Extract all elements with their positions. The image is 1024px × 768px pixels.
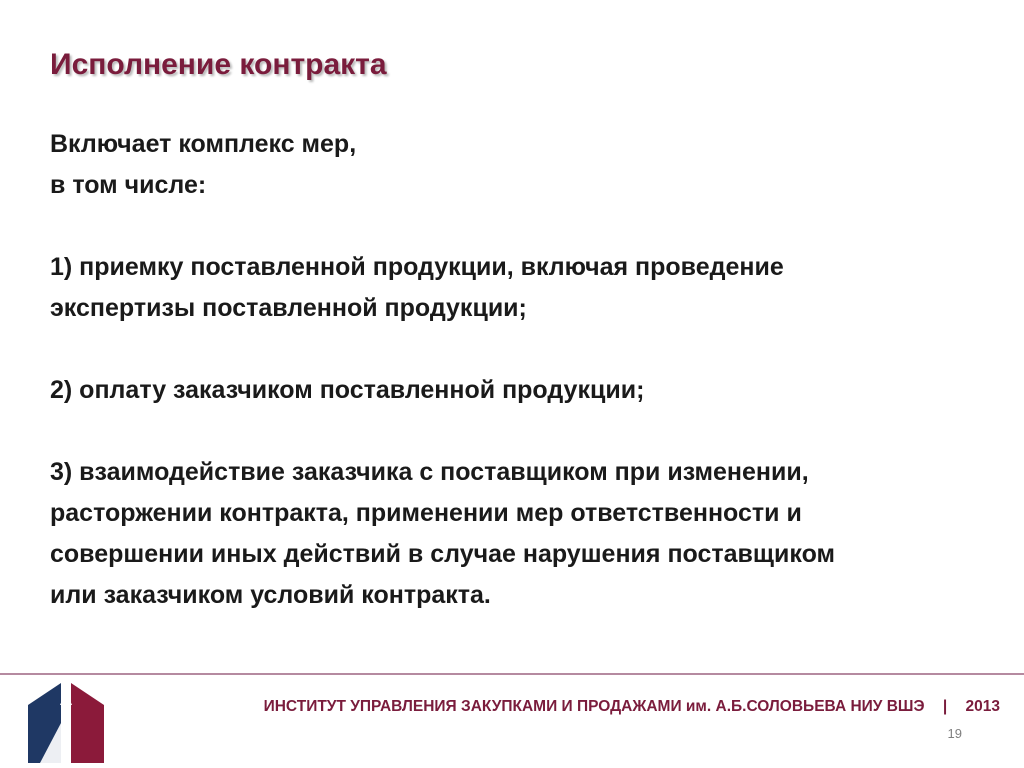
spacer [50,411,1000,452]
footer-divider [0,673,1024,675]
list-item-3-line: 3) взаимодействие заказчика с поставщиком при изменении, [50,458,809,486]
list-item-1-line: экспертизы поставленной продукции; [50,294,527,322]
spacer [50,329,1000,370]
list-item-1-line: 1) приемку поставленной продукции, включая проведение [50,253,784,281]
intro-line: в том числе: [50,171,207,199]
spacer [50,206,1000,247]
footer-caption [264,698,1000,716]
footer-separator: | [942,698,948,715]
page-number: 19 [947,726,962,741]
logo-white-arrow [60,691,72,763]
footer-institute: ИНСТИТУТ УПРАВЛЕНИЯ ЗАКУПКАМИ И ПРОДАЖАМИ им. А.Б.СОЛОВЬЕВА НИУ ВШЭ [263,698,925,715]
slide-title: Исполнение контракта [50,48,387,81]
list-item-3-line: расторжении контракта, применении мер ответственности и [50,499,802,527]
intro-line: Включает комплекс мер, [50,130,357,158]
list-item-2-line: 2) оплату заказчиком поставленной продукции; [50,376,645,404]
footer-year: 2013 [965,698,1000,715]
slide-content [50,124,1000,616]
logo-burgundy-panel [71,683,104,763]
list-item-3-line: или заказчиком условий контракта. [50,581,491,609]
list-item-3-line: совершении иных действий в случае нарушения поставщиком [50,540,835,568]
institute-logo-icon [28,683,104,763]
